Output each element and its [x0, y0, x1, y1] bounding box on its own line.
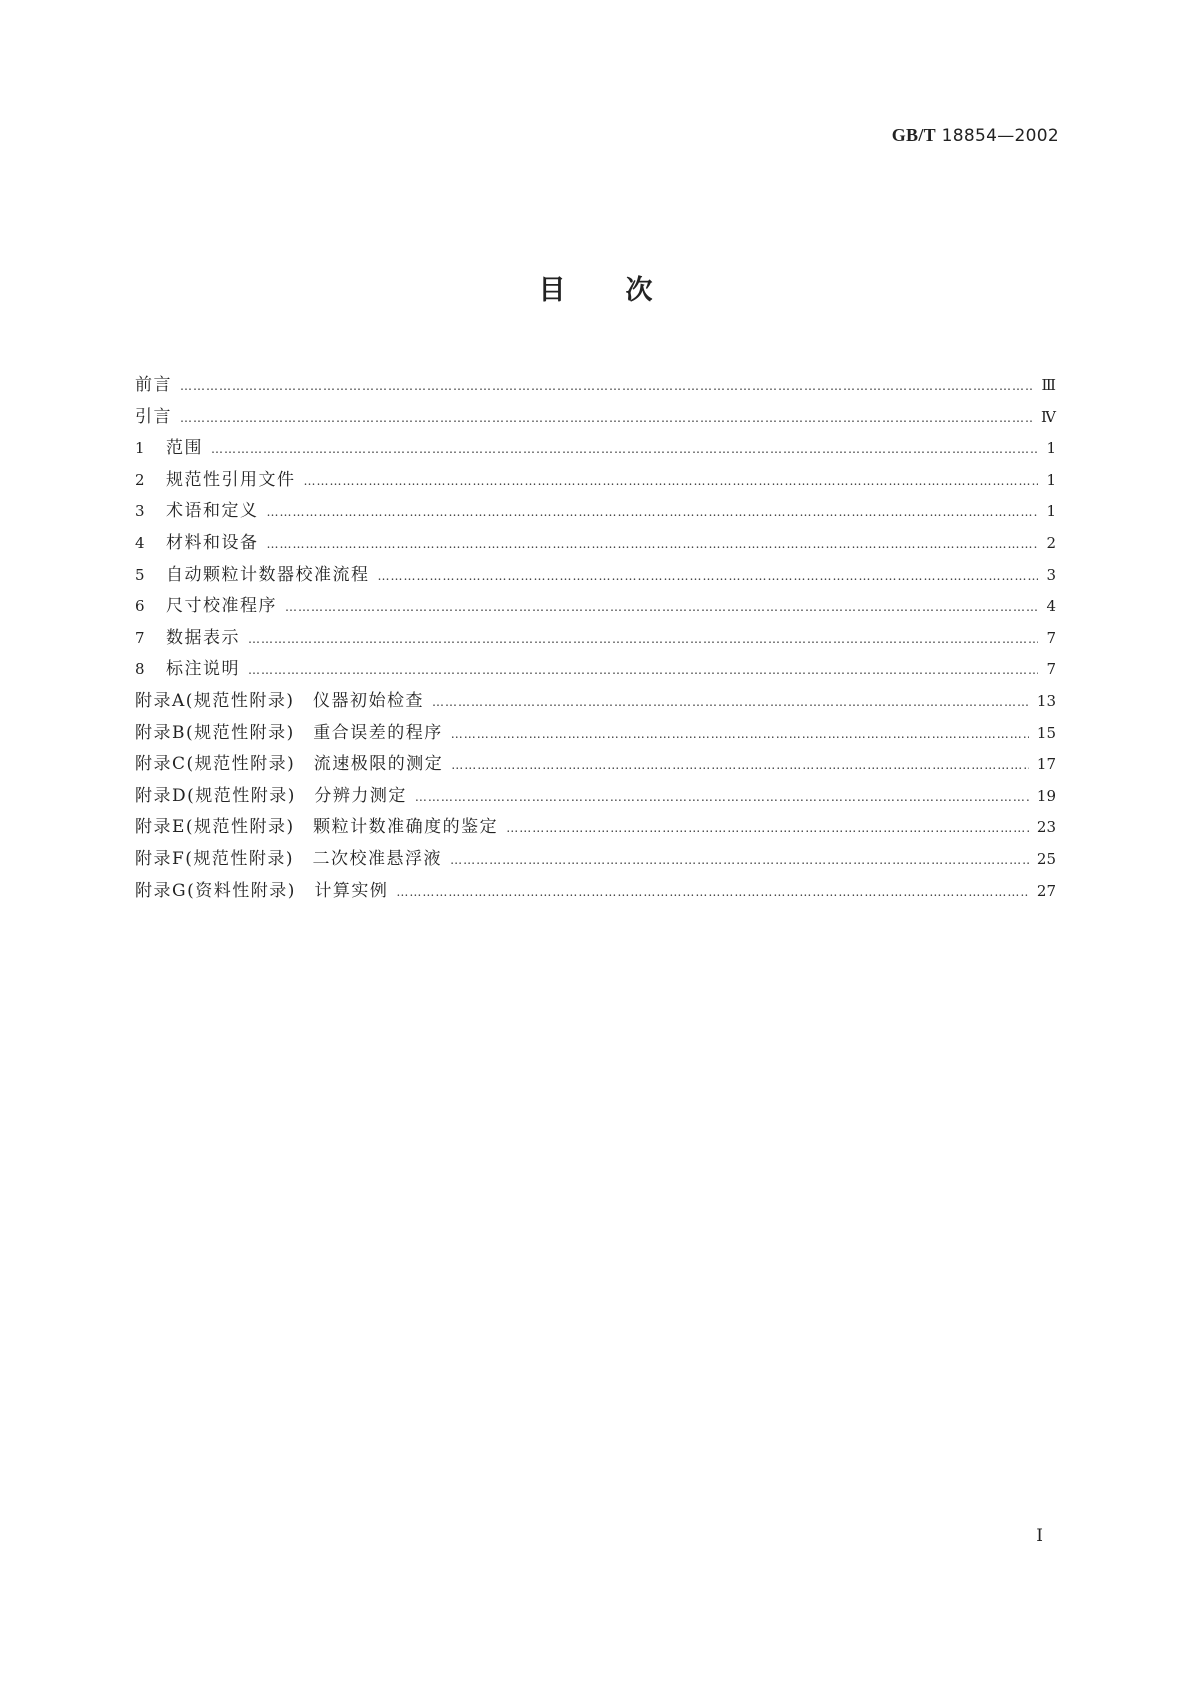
toc-entry[interactable] — [135, 591, 1056, 623]
dot-leader — [396, 885, 1029, 899]
toc-entry-page: 27 — [1036, 881, 1056, 900]
toc-entry-label: 数据表示 — [166, 627, 240, 648]
toc-entry-number: 2 — [135, 470, 145, 489]
toc-entry-label: 附录F(规范性附录) 二次校准悬浮液 — [135, 848, 443, 869]
toc-entry[interactable] — [135, 812, 1056, 844]
dot-leader — [248, 663, 1038, 677]
toc-entry[interactable] — [135, 528, 1056, 560]
toc-entry-label: 标注说明 — [166, 659, 240, 680]
page-title: 目次 — [538, 275, 713, 306]
toc-entry[interactable] — [135, 402, 1056, 434]
standard-code — [892, 125, 1059, 146]
toc-entry-label: 尺寸校准程序 — [166, 596, 277, 617]
toc-entry-number: 8 — [135, 660, 145, 679]
toc-entry[interactable] — [135, 876, 1056, 908]
dot-leader — [378, 569, 1039, 583]
toc-entry-page: 2 — [1046, 533, 1056, 552]
table-of-contents — [135, 370, 1056, 907]
dot-leader — [180, 411, 1033, 425]
toc-entry-page: 15 — [1036, 723, 1056, 742]
dot-leader — [304, 474, 1039, 488]
toc-entry-label: 术语和定义 — [166, 501, 259, 522]
toc-entry[interactable] — [135, 686, 1056, 718]
toc-entry[interactable] — [135, 623, 1056, 655]
toc-entry-page: 4 — [1046, 597, 1056, 616]
dot-leader — [450, 853, 1029, 867]
toc-entry[interactable] — [135, 560, 1056, 592]
toc-entry-page: 3 — [1046, 565, 1056, 584]
toc-entry-page: 13 — [1036, 691, 1056, 710]
toc-entry-label: 附录E(规范性附录) 颗粒计数准确度的鉴定 — [135, 817, 499, 838]
dot-leader — [180, 379, 1034, 393]
toc-entry[interactable] — [135, 370, 1056, 402]
dot-leader — [415, 790, 1029, 804]
toc-entry[interactable] — [135, 433, 1056, 465]
toc-entry-number: 5 — [135, 565, 145, 584]
toc-entry-number: 7 — [135, 628, 145, 647]
toc-entry-label: 自动颗粒计数器校准流程 — [166, 564, 370, 585]
toc-entry-number: 1 — [135, 439, 145, 458]
toc-entry[interactable] — [135, 496, 1056, 528]
dot-leader — [432, 695, 1029, 709]
toc-entry[interactable] — [135, 781, 1056, 813]
toc-entry-page: 23 — [1036, 818, 1056, 837]
dot-leader — [451, 758, 1029, 772]
toc-entry[interactable] — [135, 844, 1056, 876]
page-number: Ⅰ — [1036, 1526, 1043, 1546]
toc-entry-page: Ⅲ — [1041, 376, 1056, 394]
toc-entry-label: 引言 — [135, 406, 172, 427]
toc-entry-page: 17 — [1036, 755, 1056, 774]
toc-entry-label: 材料和设备 — [166, 532, 259, 553]
toc-entry-label: 附录D(规范性附录) 分辨力测定 — [135, 785, 407, 806]
toc-entry-page: 19 — [1036, 786, 1056, 805]
toc-entry-page: 1 — [1046, 439, 1056, 458]
dot-leader — [211, 442, 1038, 456]
standard-prefix: GB/T — [891, 125, 936, 145]
toc-entry[interactable] — [135, 654, 1056, 686]
toc-entry-page: 25 — [1036, 849, 1056, 868]
dot-leader — [267, 537, 1039, 551]
toc-entry-page: 1 — [1046, 470, 1056, 489]
toc-entry-label: 前言 — [135, 375, 172, 395]
toc-entry-page: Ⅳ — [1041, 407, 1056, 426]
toc-entry-number: 6 — [135, 597, 145, 616]
toc-entry-number: 3 — [135, 502, 145, 521]
dot-leader — [285, 600, 1038, 614]
standard-number: 18854—2002 — [941, 126, 1059, 146]
toc-entry-label: 范围 — [166, 438, 203, 459]
dot-leader — [506, 821, 1029, 835]
toc-entry[interactable] — [135, 465, 1056, 497]
dot-leader — [267, 505, 1039, 519]
toc-entry[interactable] — [135, 718, 1056, 750]
toc-entry-label: 规范性引用文件 — [166, 469, 296, 490]
toc-entry-label: 附录C(规范性附录) 流速极限的测定 — [135, 754, 444, 775]
toc-entry-page: 1 — [1046, 502, 1056, 521]
dot-leader — [248, 632, 1038, 646]
toc-entry-page: 7 — [1046, 628, 1056, 647]
toc-entry-page: 7 — [1046, 660, 1056, 679]
dot-leader — [451, 727, 1029, 741]
toc-entry[interactable] — [135, 749, 1056, 781]
toc-entry-label: 附录G(资料性附录) 计算实例 — [135, 880, 389, 901]
toc-entry-number: 4 — [135, 533, 145, 552]
toc-entry-label: 附录A(规范性附录) 仪器初始检查 — [135, 690, 425, 711]
toc-entry-label: 附录B(规范性附录) 重合误差的程序 — [135, 722, 443, 743]
